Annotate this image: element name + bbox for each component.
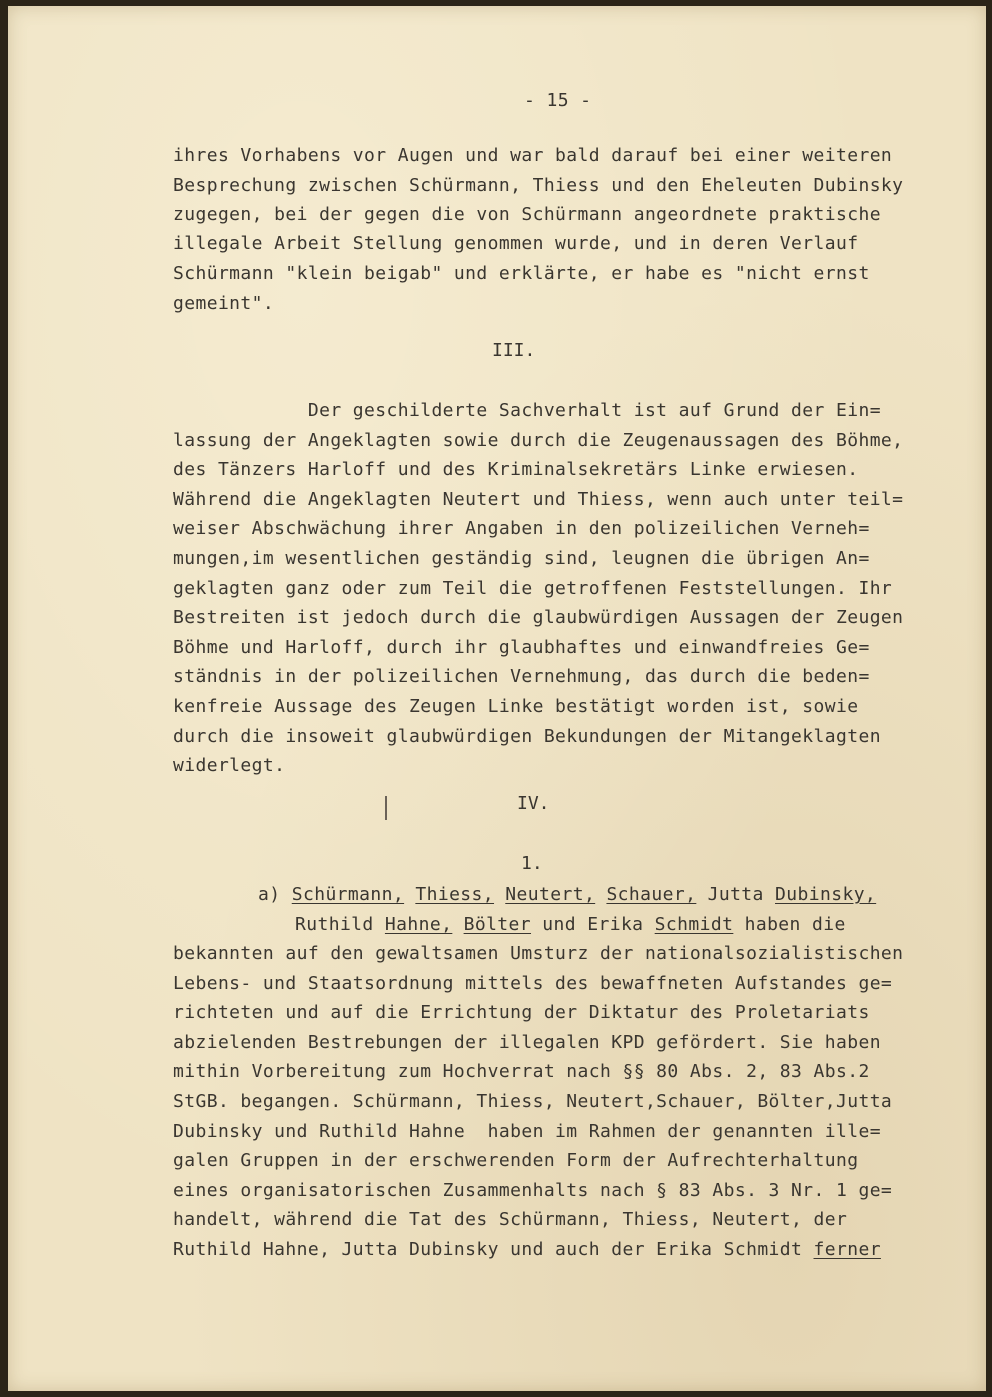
item-a-line-1	[258, 884, 876, 905]
page-number: - 15 -	[524, 90, 592, 111]
text-line: illegale Arbeit Stellung genommen wurde, und in deren Verlauf	[173, 233, 859, 254]
text-line: Dubinsky und Ruthild Hahne haben im Rahmen der genannten ille=	[173, 1121, 881, 1142]
item-a-line-2	[295, 914, 846, 935]
text-line: gemeint".	[173, 293, 275, 314]
text-fragment: Ruthild Hahne, Jutta Dubinsky und auch der Erika Schmidt	[173, 1239, 814, 1260]
text-line: ständnis in der polizeilichen Vernehmung, das durch die beden=	[173, 666, 870, 687]
text-line: bekannten auf den gewaltsamen Umsturz der nationalsozialistischen	[173, 943, 904, 964]
text-line: Bestreiten ist jedoch durch die glaubwürdigen Aussagen der Zeugen	[173, 607, 904, 628]
defendant-name: Jutta	[707, 884, 764, 905]
text-line: handelt, während die Tat des Schürmann, Thiess, Neutert, der	[173, 1209, 848, 1230]
text-line: galen Gruppen in der erschwerenden Form der Aufrechterhaltung	[173, 1150, 859, 1171]
underlined-word: ferner	[813, 1239, 881, 1260]
subsection-number: 1.	[521, 853, 543, 874]
word: Ruthild	[295, 914, 374, 935]
text-line: ihres Vorhabens vor Augen und war bald darauf bei einer weiteren	[173, 145, 893, 166]
text-line: Während die Angeklagten Neutert und Thiess, wenn auch unter teil=	[173, 489, 904, 510]
text-line: Lebens- und Staatsordnung mittels des bewaffneten Aufstandes ge=	[173, 973, 893, 994]
text-line: Besprechung zwischen Schürmann, Thiess und den Eheleuten Dubinsky	[173, 175, 904, 196]
defendant-name: Thiess,	[415, 884, 495, 905]
text-line: StGB. begangen. Schürmann, Thiess, Neutert,Schauer, Bölter,Jutta	[173, 1091, 893, 1112]
defendant-name: Bölter	[463, 914, 532, 935]
section-heading-iv: IV.	[517, 793, 550, 814]
pen-mark	[385, 796, 387, 820]
text-line: mithin Vorbereitung zum Hochverrat nach §§ 80 Abs. 2, 83 Abs.2	[173, 1061, 870, 1082]
defendant-name: Neutert,	[505, 884, 596, 905]
defendant-name: Schauer,	[606, 884, 697, 905]
text-line: zugegen, bei der gegen die von Schürmann angeordnete praktische	[173, 204, 881, 225]
section-heading-iii: III.	[492, 340, 536, 361]
text-line: lassung der Angeklagten sowie durch die Zeugenaussagen des Böhme,	[173, 430, 904, 451]
text-line: abzielenden Bestrebungen der illegalen KPD gefördert. Sie haben	[173, 1032, 881, 1053]
defendant-name: Dubinsky,	[775, 884, 877, 905]
word: und	[542, 914, 576, 935]
text-line: weiser Abschwächung ihrer Angaben in den polizeilichen Verneh=	[173, 518, 870, 539]
defendant-name: Schmidt	[654, 914, 734, 935]
text-line: mungen,im wesentlichen geständig sind, leugnen die übrigen An=	[173, 548, 870, 569]
item-label: a)	[258, 884, 281, 905]
text-line: des Tänzers Harloff und des Kriminalsekretärs Linke erwiesen.	[173, 459, 859, 480]
word: haben die	[744, 914, 846, 935]
text-line: durch die insoweit glaubwürdigen Bekundungen der Mitangeklagten	[173, 726, 881, 747]
defendant-name: Hahne,	[384, 914, 453, 935]
text-line: richteten und auf die Errichtung der Diktatur des Proletariats	[173, 1002, 870, 1023]
word: Erika	[587, 914, 644, 935]
defendant-name: Schürmann,	[291, 884, 405, 905]
text-line: Der geschilderte Sachverhalt ist auf Grund der Ein=	[173, 400, 881, 421]
text-line: geklagten ganz oder zum Teil die getroffenen Feststellungen. Ihr	[173, 578, 893, 599]
text-line: widerlegt.	[173, 755, 286, 776]
text-line-last	[173, 1239, 881, 1260]
text-line: eines organisatorischen Zusammenhalts nach § 83 Abs. 3 Nr. 1 ge=	[173, 1180, 893, 1201]
text-line: Schürmann "klein beigab" und erklärte, er habe es "nicht ernst	[173, 263, 870, 284]
text-line: kenfreie Aussage des Zeugen Linke bestätigt worden ist, sowie	[173, 696, 859, 717]
text-line: Böhme und Harloff, durch ihr glaubhaftes und einwandfreies Ge=	[173, 637, 870, 658]
